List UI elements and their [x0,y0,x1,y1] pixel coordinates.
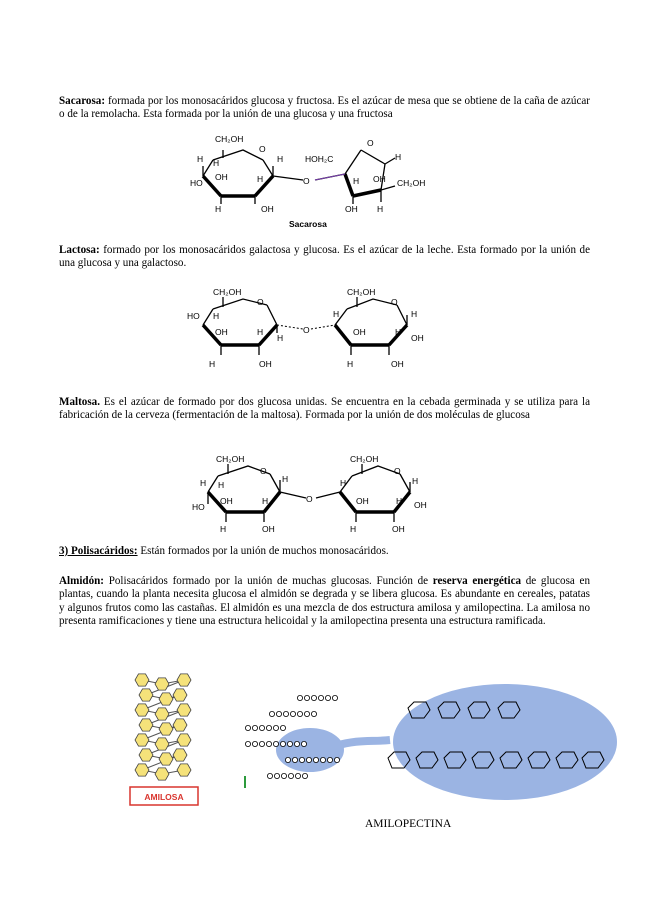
lactosa-oh-1: OH [215,327,228,337]
lactosa-h-5: H [333,309,340,319]
maltosa-h-5: H [220,524,227,534]
sacarosa-h-8: H [377,204,384,214]
lactosa-ring-o-2: O [391,297,398,307]
maltosa-structure [190,450,440,538]
amilopectina-bead [292,757,297,762]
amilopectina-bead [259,725,264,730]
amilopectina-bead [245,741,250,746]
sacarosa-h-4: H [277,154,284,164]
amilosa-glucose-unit [155,738,169,750]
amilosa-glucose-unit [135,704,149,716]
lactosa-h-6: H [411,309,418,319]
amilopectina-bead [273,741,278,746]
amilopectina-bead [245,725,250,730]
polisacaridos-heading: 3) Polisacáridos: [59,545,138,557]
maltosa-oh-5: OH [392,524,405,534]
maltosa-oh-1: OH [220,496,233,506]
amilosa-glucose-unit [173,689,187,701]
sacarosa-term: Sacarosa: [59,95,106,107]
amilopectina-bead [280,725,285,730]
lactosa-h-4: H [209,359,216,369]
almidon-text-a: Polisacáridos formado por la unión de muchas glucosas. Función de [104,575,433,587]
lactosa-h-2: H [257,327,264,337]
lactosa-h-8: H [347,359,354,369]
lactosa-h-1: H [213,311,220,321]
maltosa-h-4: H [262,496,269,506]
maltosa-bridge-o: O [306,494,313,504]
amilosa-glucose-unit [135,764,149,776]
lactosa-oh-3: OH [353,327,366,337]
amilosa-glucose-unit [177,704,191,716]
amilopectina-bead [304,711,309,716]
sacarosa-ch2oh: CH₂OH [215,134,244,144]
amilosa-label: AMILOSA [144,792,184,802]
sacarosa-text: formada por los monosacáridos glucosa y fructosa. Es el azúcar de mesa que se obtiene de la caña de azúcar o de la remolacha. Esta formada por la unión de una glucosa y una fructosa [59,95,590,121]
sacarosa-ring-o-2: O [367,138,374,148]
amilopectina-bead [276,711,281,716]
amilosa-glucose-unit [155,678,169,690]
maltosa-h-2: H [218,480,225,490]
amilosa-glucose-unit [155,768,169,780]
amilopectina-bead [306,757,311,762]
almidon-paragraph [59,575,590,629]
almidon-term: Almidón: [59,575,104,587]
sacarosa-figure-label: Sacarosa [289,219,327,229]
maltosa-ch2oh-2: CH₂OH [350,454,379,464]
amilosa-glucose-unit [173,749,187,761]
sacarosa-h-3: H [257,174,264,184]
sacarosa-ch2oh-2: CH₂OH [397,178,426,188]
amilopectina-bead [281,773,286,778]
amilopectina-bead [252,725,257,730]
maltosa-h-3: H [282,474,289,484]
sacarosa-structure [185,130,445,230]
amilopectina-bead [304,695,309,700]
sacarosa-oh-3: OH [373,174,386,184]
amilopectina-figure [240,684,620,804]
sacarosa-bridge-o: O [303,176,310,186]
lactosa-ch2oh-2: CH₂OH [347,287,376,297]
almidon-text-b: de glucosa en plantas, cuando la planta necesita glucosa el almidón se degrada y se libera glucosa. Es abundante en cereales, patatas y algunos frutos como las castañas. El almidón es una mezcla de dos estructura amilosa y amilopectina. La amilosa no presenta ramificaciones y tiene una estructura helicoidal y la amilopectina presenta una estructura ramificada. [59,575,590,628]
amilopectina-bead [295,773,300,778]
sacarosa-h-5: H [215,204,222,214]
sacarosa-oh-2: OH [261,204,274,214]
amilopectina-bead [252,741,257,746]
lactosa-ho: HO [187,311,200,321]
maltosa-term: Maltosa. [59,396,100,408]
amilopectina-blob [393,684,617,800]
lactosa-oh-4: OH [411,333,424,343]
amilosa-figure [120,670,220,810]
maltosa-oh-3: OH [356,496,369,506]
amilosa-glucose-unit [135,674,149,686]
amilopectina-bead [327,757,332,762]
lactosa-oh-2: OH [259,359,272,369]
maltosa-ring-o-2: O [394,466,401,476]
amilopectina-bead [325,695,330,700]
lactosa-ch2oh-1: CH₂OH [213,287,242,297]
amilopectina-label: AMILOPECTINA [365,818,452,830]
amilopectina-bead [311,711,316,716]
amilopectina-bead [313,757,318,762]
maltosa-ho: HO [192,502,205,512]
amilosa-glucose-unit [159,693,173,705]
sacarosa-ho: HO [190,178,203,188]
lactosa-oh-5: OH [391,359,404,369]
amilosa-glucose-unit [155,708,169,720]
sacarosa-ring-o-1: O [259,144,266,154]
maltosa-text: Es el azúcar de formado por dos glucosa unidas. Se encuentra en la cebada germinada y se utiliza para la fabricación de la cerveza (fermentación de la maltosa). Formada por la unión de dos moléculas de glucosa [59,396,590,422]
maltosa-oh-4: OH [414,500,427,510]
maltosa-paragraph [59,396,590,423]
lactosa-h-7: H [395,327,402,337]
sacarosa-h-6: H [395,152,402,162]
lactosa-text: formado por los monosacáridos galactosa y glucosa. Es el azúcar de la leche. Esta formado por la unión de una glucosa y una galactoso. [59,244,590,270]
amilosa-glucose-unit [177,734,191,746]
sacarosa-hoh2c: HOH₂C [305,154,334,164]
maltosa-h-9: H [350,524,357,534]
amilopectina-bead [269,711,274,716]
lactosa-paragraph [59,244,590,271]
amilosa-glucose-unit [173,719,187,731]
lactosa-h-3: H [277,333,284,343]
amilopectina-bead [285,757,290,762]
amilopectina-bead [288,773,293,778]
amilosa-glucose-unit [159,723,173,735]
amilopectina-bead [266,741,271,746]
amilopectina-bead [334,757,339,762]
amilopectina-bead [297,711,302,716]
sacarosa-h-7: H [353,176,360,186]
amilopectina-bead [318,695,323,700]
amilosa-glucose-unit [177,764,191,776]
sacarosa-oh-1: OH [215,172,228,182]
amilosa-glucose-unit [177,674,191,686]
amilopectina-zoom-area [276,728,344,772]
maltosa-ch2oh-1: CH₂OH [216,454,245,464]
lactosa-term: Lactosa: [59,244,100,256]
amilopectina-bead [266,725,271,730]
sacarosa-paragraph [59,95,590,122]
amilopectina-bead [267,773,272,778]
sacarosa-oh-4: OH [345,204,358,214]
amilosa-glucose-unit [139,719,153,731]
sacarosa-h-2: H [213,158,220,168]
maltosa-h-6: H [340,478,347,488]
amilopectina-bead [320,757,325,762]
amilosa-glucose-unit [135,734,149,746]
maltosa-h-1: H [200,478,207,488]
maltosa-h-8: H [396,496,403,506]
amilosa-glucose-unit [159,753,173,765]
amilopectina-bead [290,711,295,716]
amilopectina-bead [302,773,307,778]
amilopectina-bead [299,757,304,762]
maltosa-oh-2: OH [262,524,275,534]
amilopectina-bead [274,773,279,778]
amilopectina-bead [273,725,278,730]
maltosa-ring-o-1: O [260,466,267,476]
amilopectina-bead [283,711,288,716]
polisacaridos-paragraph [59,545,590,558]
amilopectina-bead [259,741,264,746]
amilopectina-bead [311,695,316,700]
amilopectina-bead [287,741,292,746]
amilopectina-bead [294,741,299,746]
amilopectina-bead [280,741,285,746]
amilopectina-bead [301,741,306,746]
polisacaridos-text: Están formados por la unión de muchos monosacáridos. [137,545,389,557]
amilopectina-bead [297,695,302,700]
sacarosa-h-1: H [197,154,204,164]
almidon-emphasis: reserva energética [432,575,522,587]
lactosa-structure [185,283,435,371]
amilosa-glucose-unit [139,689,153,701]
amilosa-glucose-unit [139,749,153,761]
lactosa-bridge-o: O [303,325,310,335]
maltosa-h-7: H [412,476,419,486]
lactosa-ring-o-1: O [257,297,264,307]
amilopectina-bead [332,695,337,700]
